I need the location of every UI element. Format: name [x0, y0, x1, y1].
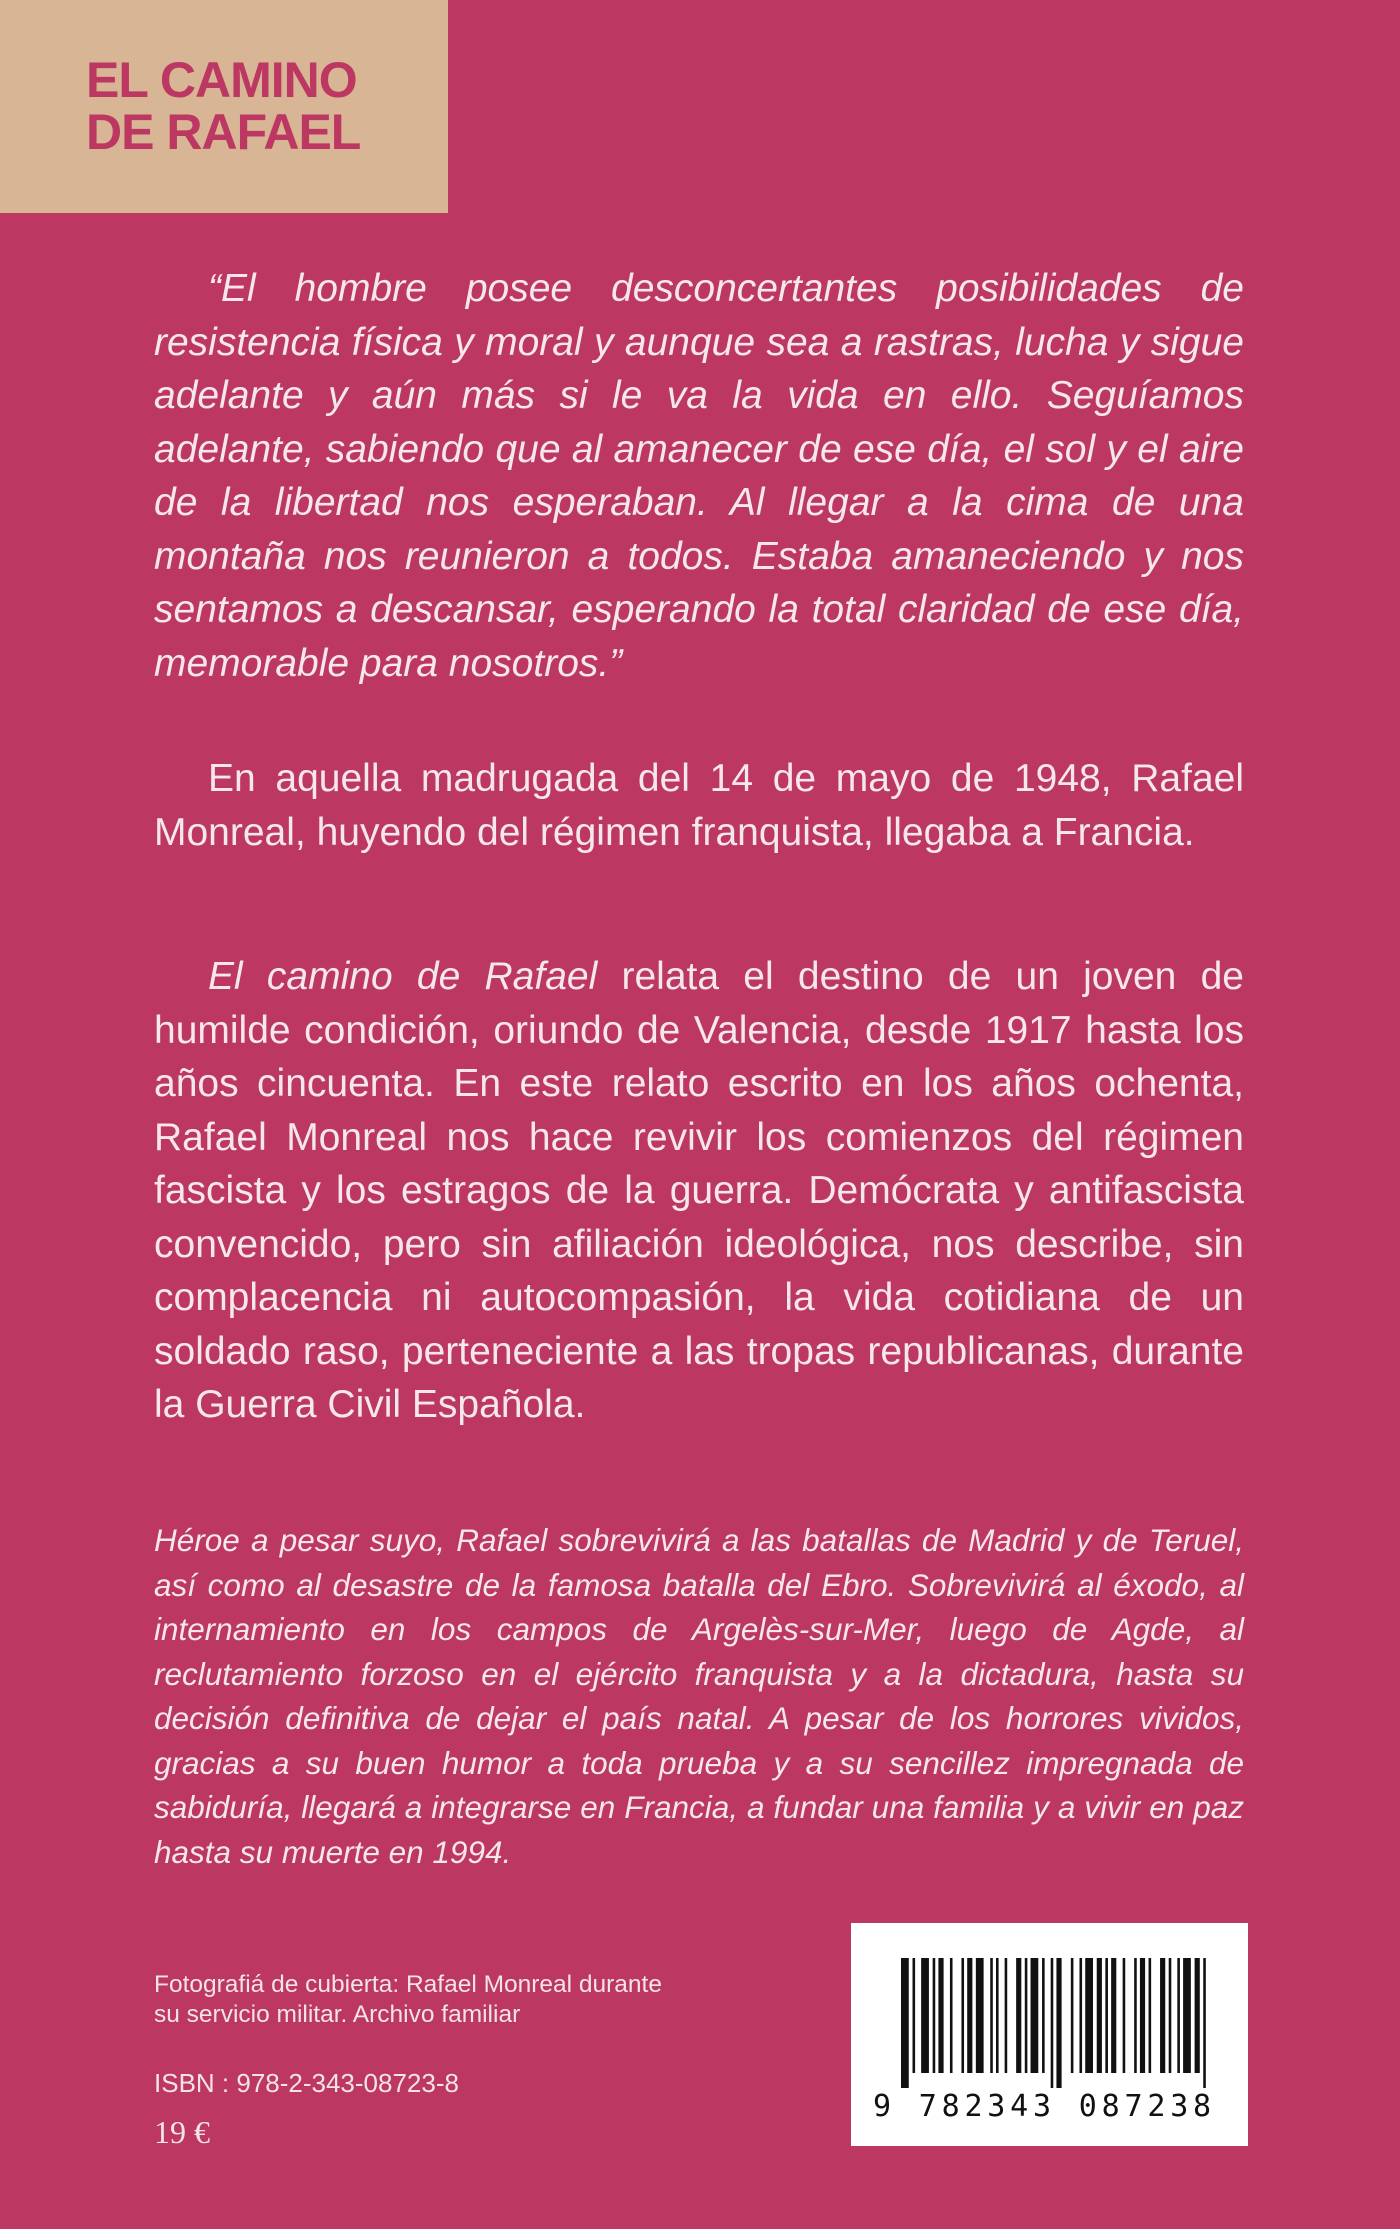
book-title-line1: EL CAMINO — [86, 52, 357, 108]
barcode-bar — [1177, 1958, 1180, 2073]
barcode-bar — [1005, 1958, 1008, 2073]
barcode-bar — [1183, 1958, 1191, 2073]
price-label: 19 € — [154, 2114, 210, 2150]
photo-credit-line2: su servicio militar. Archivo familiar — [154, 2001, 521, 2028]
summary-text: relata el destino de un joven de humilde condición, oriundo de Valencia, desde 1917 hasta los años cincuenta. En este relato escrito en los años ochenta, Rafael Monreal nos hace revivir los comienzos del régimen fascista y los estragos de la guerra. Demócrata y antifascista convencido, pero sin afiliación ideológica, nos describe, sin complacencia ni autocompasión, la vida cotidiana de un soldado raso, perteneciente a las tropas republicanas, durante la Guerra Civil Española. — [154, 955, 1244, 1426]
barcode-bar — [1051, 1958, 1054, 2088]
barcode-bar — [1169, 1958, 1172, 2073]
title-box — [0, 0, 448, 213]
barcode-bar — [1134, 1958, 1137, 2073]
barcode-bar — [1203, 1958, 1206, 2088]
barcode-bar — [933, 1958, 936, 2073]
barcode — [851, 1923, 1248, 2146]
barcode-bar — [1056, 1958, 1061, 2088]
paragraph-escape: En aquella madrugada del 14 de mayo de 1948, Rafael Monreal, huyendo del régimen franquista, llegaba a Francia. — [154, 757, 1244, 854]
barcode-bar — [950, 1958, 953, 2073]
barcode-digits: 9 782343 087238 — [873, 2089, 1216, 2124]
barcode-bar — [1097, 1958, 1102, 2073]
barcode-bar — [1085, 1958, 1093, 2073]
barcode-bar — [1123, 1958, 1126, 2073]
photo-credit-line1: Fotografiá de cubierta: Rafael Monreal durante — [154, 1971, 662, 1998]
barcode-bar — [1111, 1958, 1116, 2073]
barcode-bar — [967, 1958, 972, 2073]
paragraph-summary — [154, 950, 1244, 1432]
barcode-bar — [1079, 1958, 1082, 2073]
book-title-line2: DE RAFAEL — [86, 104, 361, 160]
barcode-bar — [1042, 1958, 1045, 2073]
photo-credit — [154, 1970, 662, 2030]
barcode-bar — [901, 1958, 909, 2088]
barcode-bar — [961, 1958, 964, 2073]
barcode-bar — [1016, 1958, 1021, 2073]
barcode-bar — [990, 1958, 993, 2073]
barcode-bar — [1031, 1958, 1039, 2073]
paragraph-hero: Héroe a pesar suyo, Rafael sobrevivirá a las batallas de Madrid y de Teruel, así como al desastre de la famosa batalla del Ebro. Sobrevivirá al éxodo, al internamiento en los campos de Argelès-sur-Mer, luego de Agde, al reclutamiento forzoso en el ejército franquista y a la dictadura, hasta su decisión definitiva de dejar el país natal. A pesar de los horrores vividos, gracias a su buen humor a toda prueba y a su sencillez impregnada de sabiduría, llegará a integrarse en Francia, a fundar una familia y a vivir en paz hasta su muerte en 1994. — [154, 1522, 1244, 1870]
inline-book-title: El camino de Rafael — [208, 955, 598, 998]
isbn-label: ISBN : 978-2-343-08723-8 — [154, 2068, 459, 2098]
barcode-bar — [921, 1958, 929, 2073]
barcode-bar — [1025, 1958, 1028, 2073]
barcode-bar — [1149, 1958, 1152, 2073]
barcode-bar — [996, 1958, 999, 2073]
barcode-bar — [938, 1958, 943, 2073]
barcode-bar — [976, 1958, 984, 2073]
barcode-bar — [913, 1958, 916, 2073]
barcode-bar — [1105, 1958, 1108, 2073]
barcode-bar — [1195, 1958, 1200, 2073]
opening-quote: “El hombre posee desconcertantes posibilidades de resistencia física y moral y aunque sea a rastras, lucha y sigue adelante y aún más si le va la vida en ello. Seguíamos adelante, sabiendo que al amanecer de ese día, el sol y el aire de la libertad nos esperaban. Al llegar a la cima de una montaña nos reunieron a todos. Estaba amaneciendo y nos sentamos a descansar, esperando la total claridad de ese día, memorable para nosotros.” — [154, 267, 1244, 685]
barcode-bar — [1140, 1958, 1145, 2073]
barcode-bar — [1160, 1958, 1165, 2073]
barcode-bar — [1071, 1958, 1074, 2073]
book-title — [86, 54, 360, 158]
